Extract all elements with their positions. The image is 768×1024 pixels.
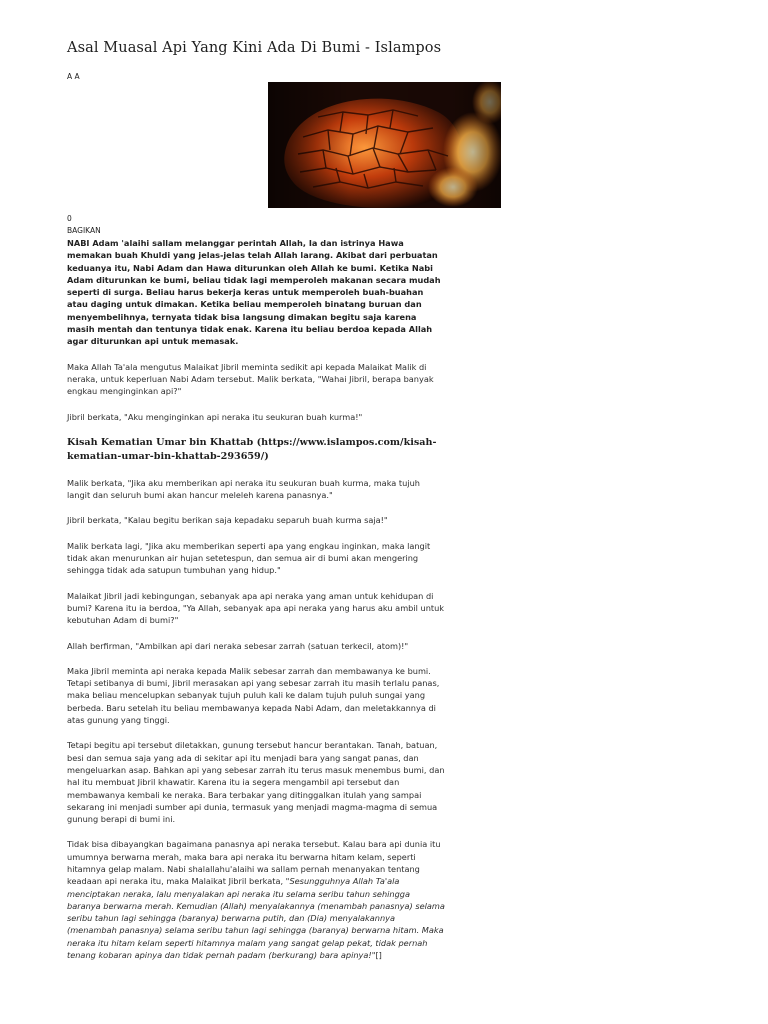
paragraph: Malaikat Jibril jadi kebingungan, sebanyak apa api neraka yang aman untuk kehidupan di bumi? Karena itu ia berdoa, "Ya Allah, sebanyak apa api neraka yang harus aku ambil untuk kebutuhan Adam di bumi?" (67, 590, 445, 626)
end-mark: [] (375, 950, 382, 961)
paragraph: Allah berfirman, "Ambilkan api dari neraka sebesar zarrah (satuan terkecil, atom)!" (67, 640, 409, 651)
paragraph: Maka Jibril meminta api neraka kepada Malik sebesar zarrah dan membawanya ke bumi. Tetapi setibanya di bumi, Jibril merasakan api yang sebesar zarrah itu masih terlalu panas, maka beliau mencelupkan sebanyak tujuh puluh kali ke dalam tujuh puluh sungai yang berbeda. Baru setelah itu beliau membawanya kepada Nabi Adam, dan meletakkannya di atas gunung yang tinggi. (67, 665, 440, 726)
hero-image (268, 82, 501, 208)
hadith-quote: "Sesungguhnya Allah Ta'ala menciptakan neraka, lalu menyalakan api neraka itu selama seribu tahun sehingga baranya berwarna merah. Kemudian (Allah) menyalakannya (menambah panasnya) selama seribu tahun lagi sehingga (baranya) berwarna putih, dan (Dia) menyalakannya (menambah panasnya) selama seribu tahun lagi sehingga (baranya) berwarna hitam. Maka neraka itu hitam kelam seperti hitamnya malam yang sangat gelap pekat, tidak pernah tenang kobaran apinya dan tidak pernah padam (berkurang) bara apinya!" (67, 876, 445, 961)
paragraph: Jibril berkata, "Aku menginginkan api neraka itu seukuran buah kurma!" (67, 411, 363, 422)
page-title: Asal Muasal Api Yang Kini Ada Di Bumi - Islampos (67, 40, 442, 56)
paragraph: Malik berkata lagi, "Jika aku memberikan seperti apa yang engkau inginkan, maka langit tidak akan menurunkan air hujan setetespun, dan semua air di bumi akan mengering sehingga tidak ada satupun tumbuhan yang hidup." (67, 540, 431, 576)
burning-ember-icon (268, 82, 501, 208)
related-article-link[interactable]: Kisah Kematian Umar bin Khattab (https://www.islampos.com/kisah-kematian-umar-bin-khattab-293659/) (67, 436, 437, 462)
article-body (67, 237, 445, 974)
paragraph: Maka Allah Ta'ala mengutus Malaikat Jibril meminta sedikit api kepada Malaikat Malik di neraka, untuk keperluan Nabi Adam tersebut. Malik berkata, "Wahai Jibril, berapa banyak engkau menginginkan api?" (67, 361, 434, 397)
paragraph: Malik berkata, "Jika aku memberikan api neraka itu seukuran buah kurma, maka tujuh langit dan seluruh bumi akan hancur meleleh karena panasnya." (67, 477, 420, 501)
share-count: 0 (67, 214, 72, 223)
share-button[interactable]: BAGIKAN (67, 226, 101, 235)
font-size-controls[interactable]: A A (67, 72, 80, 81)
lead-paragraph: NABI Adam 'alaihi sallam melanggar perintah Allah, Ia dan istrinya Hawa memakan buah Khuldi yang jelas-jelas telah Allah larang. Akibat dari perbuatan keduanya itu, Nabi Adam dan Hawa diturunkan oleh Allah ke bumi. Ketika Nabi Adam diturunkan ke bumi, beliau tidak lagi memperoleh makanan secara mudah seperti di surga. Beliau harus bekerja keras untuk memperoleh buah-buahan atau daging untuk dimakan. Ketika beliau memperoleh binatang buruan dan menyembelihnya, ternyata tidak bisa langsung dimakan begitu saja karena masih mentah dan tentunya tidak enak. Karena itu beliau berdoa kepada Allah agar diturunkan api untuk memasak. (67, 238, 441, 347)
paragraph (67, 838, 445, 961)
paragraph: Tetapi begitu api tersebut diletakkan, gunung tersebut hancur berantakan. Tanah, batuan, besi dan semua saja yang ada di sekitar api itu menjadi bara yang sangat panas, dan mengeluarkan asap. Bahkan api yang sebesar zarrah itu terus masuk menembus bumi, dan hal itu membuat Jibril khawatir. Karena itu ia segera mengambil api tersebut dan membawanya kembali ke neraka. Bara terbakar yang ditinggalkan itulah yang sampai sekarang ini menjadi sumber api dunia, termasuk yang menjadi magma-magma di semua gunung berapi di bumi ini. (67, 740, 445, 825)
paragraph-text: Tidak bisa dibayangkan bagaimana panasnya api neraka tersebut. Kalau bara api dunia itu umumnya berwarna merah, maka bara api neraka itu berwarna hitam kelam, seperti hitamnya gelap malam. Nabi shalallahu'alaihi wa sallam pernah menanyakan tentang keadaan api neraka itu, maka Malaikat Jibril berkata, (67, 839, 441, 887)
paragraph: Jibril berkata, "Kalau begitu berikan saja kepadaku separuh buah kurma saja!" (67, 515, 388, 526)
